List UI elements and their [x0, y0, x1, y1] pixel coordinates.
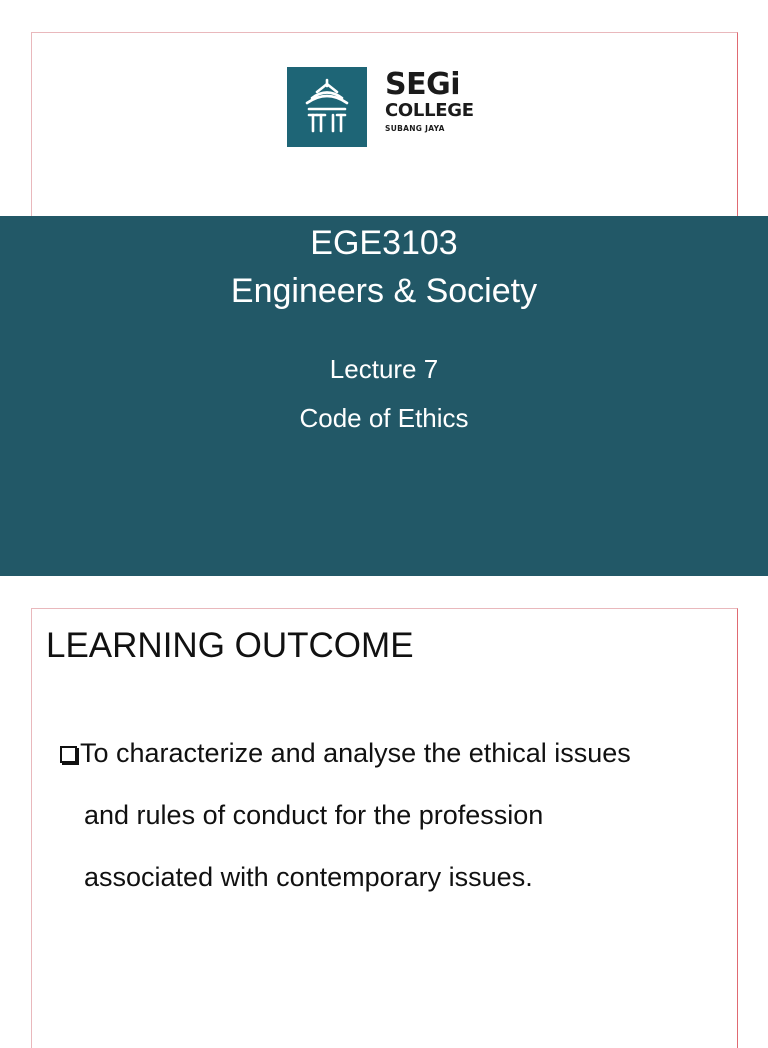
logo-subtitle: COLLEGE [385, 100, 474, 121]
outcome-line-2: and rules of conduct for the profession [84, 800, 544, 830]
outcome-bullet-item [60, 722, 730, 908]
course-name: Engineers & Society [230, 272, 538, 310]
lecture-number: Lecture 7 [329, 354, 439, 384]
lecture-topic: Code of Ethics [299, 403, 469, 433]
outcome-text-1: To characterize and analyse the ethical issues [80, 738, 631, 768]
outcome-line-3: associated with contemporary issues. [84, 862, 533, 892]
logo-name: SEGi [385, 67, 461, 102]
building-emblem-icon [287, 67, 367, 147]
outcome-line-1 [60, 722, 730, 784]
outcome-heading: LEARNING OUTCOME [46, 626, 414, 665]
logo-location: SUBANG JAYA [385, 124, 445, 133]
title-band [0, 216, 768, 576]
hollow-square-bullet-icon [60, 746, 77, 763]
course-code: EGE3103 [310, 224, 458, 262]
logo-wordmark [385, 67, 474, 136]
college-logo [287, 67, 474, 147]
